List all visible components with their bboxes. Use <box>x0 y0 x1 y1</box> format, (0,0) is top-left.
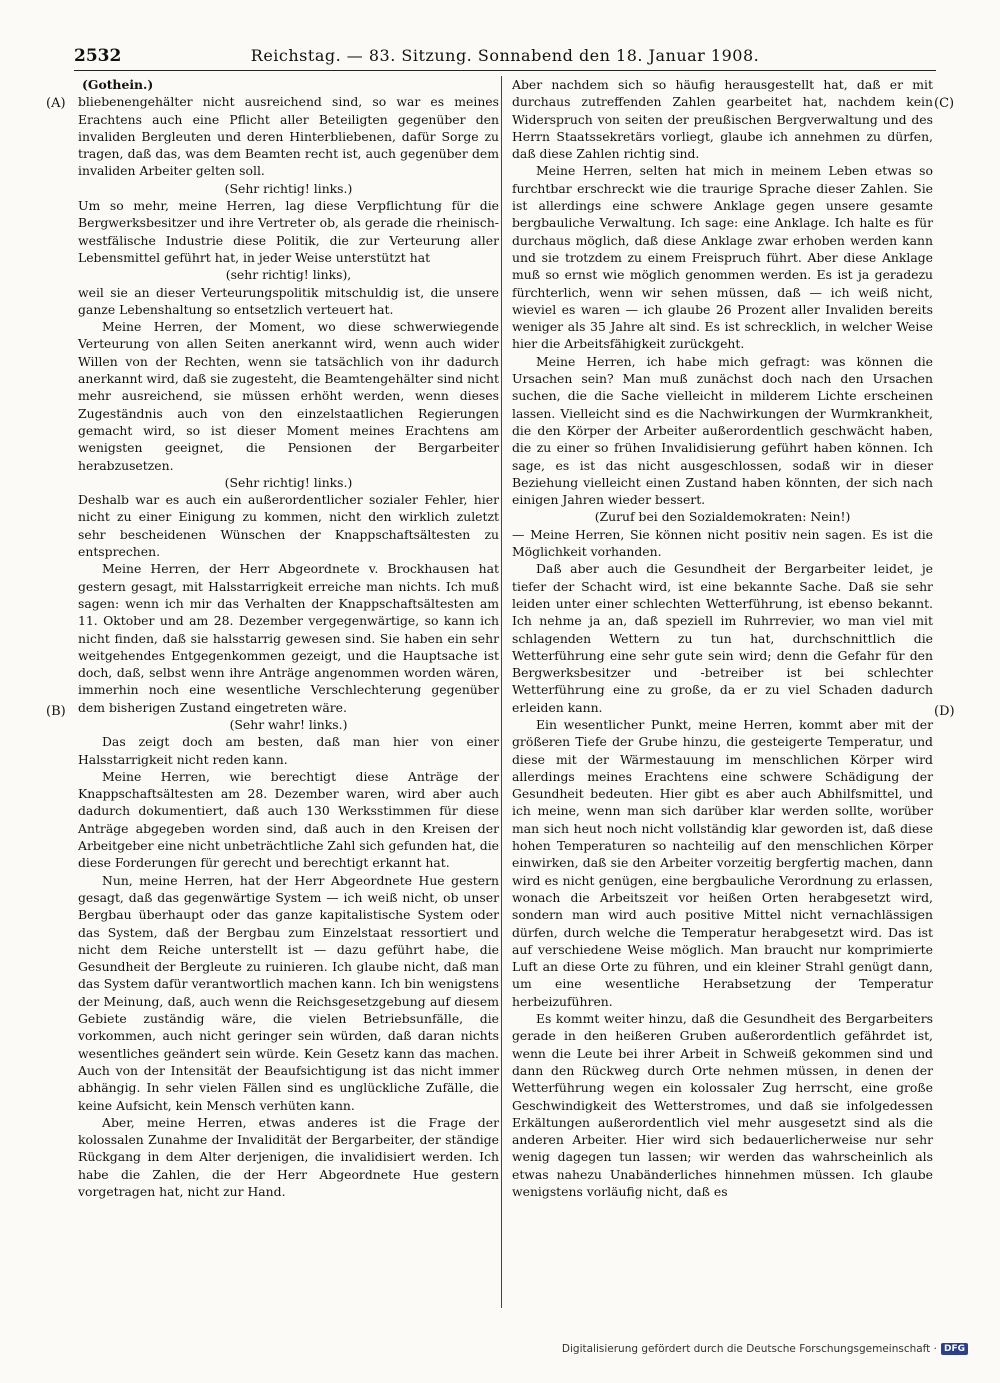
header-rule <box>74 70 936 71</box>
interjection: (Sehr wahr! links.) <box>229 716 348 732</box>
paragraph: Aber, meine Herren, etwas anderes ist die Frage der kolossalen Zunahme der Invalidität der Bergarbeiter, der ständige Rückgang in dem Alter derjenigen, die invalidisiert werden. Ich habe die Zahlen, die der Herr Abgeordnete Hue gestern vorgetragen hat, nicht zur Hand. <box>78 1114 499 1199</box>
margin-marker-c: (C) <box>934 96 955 111</box>
paragraph: Es kommt weiter hinzu, daß die Gesundheit des Bergarbeiters gerade in den heißeren Gruben außerordentlich gefährdet ist, wenn die Leute bei ihrer Arbeit in Schweiß gekommen sind und dann den Rückweg durch Orte nehmen müssen, in denen der Wetterführung wegen ein kolossaler Zug herrscht, eine große Geschwindigkeit des Wetterstromes, und daß sie infolgedessen Erkältungen außerordentlich viel mehr ausgesetzt sind als die anderen Arbeiter. Hier wird sich bedauerlicherweise nur sehr wenig dagegen tun lassen; wir werden das wahrscheinlich als etwas nahezu Unabänderliches hinnehmen müssen. Ich glaube wenigstens vorläufig nicht, daß es <box>512 1011 933 1199</box>
interjection: (Zuruf bei den Sozialdemokraten: Nein!) <box>594 509 851 525</box>
paragraph: Deshalb war es auch ein außerordentlicher sozialer Fehler, hier nicht zu einer Einigung zu kommen, nicht den wirklich zuletzt sehr bescheidenen Wünschen der Knappschaftsältesten zu entsprechen. <box>78 492 499 560</box>
paragraph: Meine Herren, wie berechtigt diese Anträge der Knappschaftsältesten am 28. Dezember waren, wird aber auch dadurch dokumentiert, daß auch 130 Werksstimmen für diese Anträge abgegeben worden sind, daß auch in den Kreisen der Arbeitgeber eine nicht unbeträchtliche Zahl sich gefunden hat, die diese Forderungen für gerecht und berechtigt erkannt hat. <box>78 768 499 871</box>
interjection: (Sehr richtig! links.) <box>224 180 353 196</box>
paragraph: Meine Herren, ich habe mich gefragt: was können die Ursachen sein? Man muß zunächst doch nach den Ursachen suchen, die die Sache vielleicht in milderem Lichte erscheinen lassen. Vielleicht sind es die Nachwirkungen der Wurmkrankheit, die den Körper der Arbeiter außerordentlich geschwächt haben, die zu einer so frühen Invalidisierung geführt haben können. Ich sage, es ist das nicht ausgeschlossen, sodaß wir in dieser Beziehung vielleicht einen Zustand haben könnten, der sich nach einigen Jahren wieder bessert. <box>512 353 933 508</box>
left-column <box>78 76 499 1200</box>
paragraph: bliebenengehälter nicht ausreichend sind, so war es meines Erachtens auch eine Pflicht aller Beteiligten gegenüber den invaliden Bergleuten und deren Hinterbliebenen, dafür Sorge zu tragen, daß das, was dem Beamten recht ist, auch gegenüber dem invaliden Arbeiter gelten soll. <box>78 94 499 179</box>
paragraph: Um so mehr, meine Herren, lag diese Verpflichtung für die Bergwerksbesitzer und ihre Vertreter ob, als gerade die rheinisch-westfälische Industrie diese Politik, die zur Verteurung aller Lebensmittel geführt hat, in jeder Weise unterstützt hat <box>78 198 499 265</box>
speaker-name: (Gothein.) <box>82 77 154 92</box>
footer-text: Digitalisierung gefördert durch die Deutsche Forschungsgemeinschaft · <box>561 1343 937 1355</box>
paragraph: Nun, meine Herren, hat der Herr Abgeordnete Hue gestern gesagt, daß das gegenwärtige System — ich weiß nicht, ob unser Bergbau überhaupt oder das ganze kapitalistische System oder das System, daß der Bergbau zum Einzelstaat ressortiert und nicht dem Reiche unterstellt ist — dazu geführt habe, die Gesundheit der Bergleute zu ruinieren. Ich glaube nicht, daß man das System dafür verantwortlich machen kann. Ich bin wenigstens der Meinung, daß, auch wenn die Reichsgesetzgebung auf diesem Gebiete zuständig wäre, die vielen Betriebsunfälle, die vorkommen, auch nicht geringer sein würden, daß daran nichts wesentliches geändert sein würde. Kein Gesetz kann das machen. Auch von der Intensität der Beaufsichtigung ist das nicht immer abhängig. In sehr vielen Fällen sind es unglückliche Zufälle, die keine Aufsicht, kein Mensch verhüten kann. <box>78 872 499 1113</box>
paragraph: Ein wesentlicher Punkt, meine Herren, kommt aber mit der größeren Tiefe der Grube hinzu, die gesteigerte Temperatur, und diese mit der Wärmestauung im menschlichen Körper wird allerdings meines Erachtens eine schwere Schädigung der Gesundheit bedeuten. Hier gibt es aber auch Abhilfsmittel, und ich meine, wenn man sich darüber klar werden sollte, worüber man sich heut noch nicht vollständig klar geworden ist, daß diese hohen Temperaturen so nachteilig auf den menschlichen Körper einwirken, daß sie den Arbeiter vorzeitig bergfertig machen, dann wird es nicht genügen, eine bergbauliche Verordnung zu erlassen, wonach die Arbeitszeit vor heißen Orten herabgesetzt wird, sondern man wird auch positive Mittel nicht vernachlässigen dürfen, durch welche die Temperatur herabgesetzt wird. Das ist auf verschiedene Weise möglich. Man braucht nur komprimierte Luft an diese Orte zu führen, und ein kleiner Strahl genügt dann, um eine wesentliche Herabsetzung der Temperatur herbeizuführen. <box>512 716 933 1009</box>
paragraph: Meine Herren, der Moment, wo diese schwerwiegende Verteurung von allen Seiten anerkannt wird, wenn auch wider Willen von der Rechten, wenn sie tatsächlich von ihr dadurch anerkannt wird, daß sie zugesteht, die Beamtengehälter sind nicht mehr ausreichend, sie müssen erhöht werden, wenn dieses Zugeständnis auch von den einzelstaatlichen Regierungen gemacht wird, so ist dieser Moment meines Erachtens am wenigsten geeignet, die Pensionen der Bergarbeiter herabzusetzen. <box>78 319 499 473</box>
column-divider <box>501 76 502 1308</box>
digitization-footer <box>562 1343 968 1355</box>
paragraph: — Meine Herren, Sie können nicht positiv nein sagen. Es ist die Möglichkeit vorhanden. <box>512 526 933 560</box>
paragraph: Meine Herren, der Herr Abgeordnete v. Brockhausen hat gestern gesagt, mit Halsstarrigkeit erreiche man nichts. Ich muß sagen: wenn ich mir das Verhalten der Knappschaftsältesten am 11. Oktober und am 28. Dezember vergegenwärtige, so kann ich nicht finden, daß sie halsstarrig gewesen sind. Sie haben ein sehr weitgehendes Entgegenkommen gezeigt, und die Hauptsache ist doch, daß, selbst wenn ihre Anträge angenommen worden wären, immerhin noch eine wesentliche Verschlechterung gegenüber dem bisherigen Zustand eingetreten wäre. <box>78 561 499 715</box>
margin-marker-d: (D) <box>934 704 955 719</box>
paragraph: Meine Herren, selten hat mich in meinem Leben etwas so furchtbar erschreckt wie die traurige Sprache dieser Zahlen. Sie ist allerdings eine schwere Anklage gegen unsere gesamte bergbauliche Verwaltung. Ich sage: eine Anklage. Ich halte es für durchaus möglich, daß diese Anklage zwar erhoben werden kann und sie trotzdem zu einem Freispruch führt. Aber diese Anklage muß so ernst wie möglich genommen werden. Es ist ja geradezu fürchterlich, wenn wir sehen müssen, daß — ich weiß nicht, wieviel es waren — ich glaube 26 Prozent aller Invaliden bereits weniger als 35 Jahre alt sind. Es ist schrecklich, in welcher Weise hier die Arbeitsfähigkeit zurückgeht. <box>512 163 933 352</box>
margin-marker-b: (B) <box>46 704 66 719</box>
paragraph: Daß aber auch die Gesundheit der Bergarbeiter leidet, je tiefer der Schacht wird, ist eine bekannte Sache. Daß sie sehr leiden unter einer schlechten Wetterführung, ist ebenso bekannt. Ich nehme ja an, daß speziell im Ruhrrevier, wo man viel mit schlagenden Wettern zu tun hat, durchschnittlich die Wetterführung eine sehr gute sein wird; denn die Gefahr für den Bergwerksbesitzer und -betreiber ist bei schlechter Wetterführung eine zu große, da er zu viel Schaden dadurch erleiden kann. <box>512 561 933 715</box>
running-title: Reichstag. — 83. Sitzung. Sonnabend den 18. Januar 1908. <box>250 46 760 65</box>
paragraph: weil sie an dieser Verteurungspolitik mitschuldig ist, die unsere ganze Lebenshaltung so entsetzlich verteuert hat. <box>78 284 499 317</box>
paragraph: Aber nachdem sich so häufig herausgestellt hat, daß er mit durchaus zutreffenden Zahlen gearbeitet hat, nachdem kein Widerspruch von seiten der preußischen Bergverwaltung und des Herrn Staatssekretärs vorliegt, glaube ich annehmen zu dürfen, daß diese Zahlen richtig sind. <box>512 77 933 162</box>
page-header <box>74 44 936 70</box>
dfg-logo-icon: DFG <box>941 1343 968 1355</box>
paragraph: Das zeigt doch am besten, daß man hier von einer Halsstarrigkeit nicht reden kann. <box>78 734 499 767</box>
right-column <box>512 76 933 1200</box>
interjection: (sehr richtig! links), <box>225 267 352 283</box>
page-number: 2532 <box>74 46 122 66</box>
margin-marker-a: (A) <box>46 96 66 111</box>
interjection: (Sehr richtig! links.) <box>224 474 353 490</box>
